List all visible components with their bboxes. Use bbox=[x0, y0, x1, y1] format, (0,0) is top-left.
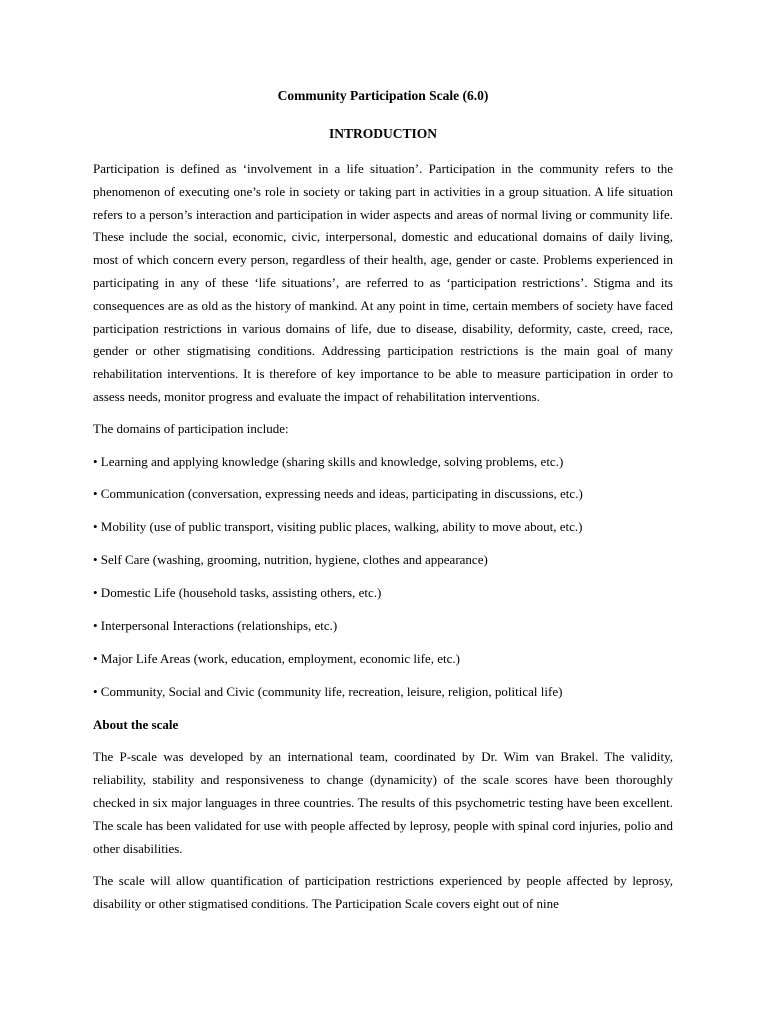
domain-item-community-social-civic: • Community, Social and Civic (community life, recreation, leisure, religion, political life) bbox=[93, 683, 563, 699]
domains-intro: The domains of participation include: bbox=[93, 421, 289, 437]
domain-item-domestic-life: • Domestic Life (household tasks, assisting others, etc.) bbox=[93, 585, 382, 601]
domain-item-major-life-areas: • Major Life Areas (work, education, employment, economic life, etc.) bbox=[93, 650, 460, 666]
domains-list bbox=[93, 451, 673, 704]
domain-item-self-care: • Self Care (washing, grooming, nutrition, hygiene, clothes and appearance) bbox=[93, 552, 488, 568]
section-heading-introduction: INTRODUCTION bbox=[328, 126, 437, 141]
domain-item-learning: • Learning and applying knowledge (sharing skills and knowledge, solving problems, etc.) bbox=[93, 453, 564, 469]
about-paragraph-2: The scale will allow quantification of participation restrictions experienced by people affected by leprosy, disability or other stigmatised conditions. The Participation Scale covers eight out of nine bbox=[93, 872, 673, 911]
intro-paragraph: Participation is defined as ‘involvement in a life situation’. Participation in the community refers to the phenomenon of executing one’s role in society or taking part in activities in a group situation. A life situation refers to a person’s interaction and participation in wider aspects and areas of normal living or community life. These include the social, economic, civic, interpersonal, domestic and educational domains of daily living, most of which concern every person, regardless of their health, age, gender or caste. Problems experienced in participating in any of these ‘life situations’, are referred to as ‘participation restrictions’. Stigma and its consequences are as old as the history of mankind. At any point in time, certain members of society have faced participation restrictions in various domains of life, due to disease, disability, deformity, caste, creed, race, gender or other stigmatising conditions. Addressing participation restrictions is the main goal of many rehabilitation interventions. It is therefore of key importance to be able to measure participation in order to assess needs, monitor progress and evaluate the impact of rehabilitation interventions. bbox=[93, 161, 673, 404]
document-page bbox=[93, 86, 673, 925]
document-title: Community Participation Scale (6.0) bbox=[277, 88, 489, 103]
about-paragraph-1: The P-scale was developed by an international team, coordinated by Dr. Wim van Brakel. The validity, reliability, stability and responsiveness to change (dynamicity) of the scale scores have been thoroughly checked in six major languages in three countries. The results of this psychometric testing have been excellent. The scale has been validated for use with people affected by leprosy, people with spinal cord injuries, polio and other disabilities. bbox=[93, 749, 673, 856]
about-heading: About the scale bbox=[93, 716, 179, 732]
domain-item-interpersonal: • Interpersonal Interactions (relationships, etc.) bbox=[93, 618, 338, 634]
domain-item-mobility: • Mobility (use of public transport, visiting public places, walking, ability to move about, etc.) bbox=[93, 519, 583, 535]
domain-item-communication: • Communication (conversation, expressing needs and ideas, participating in discussions, etc.) bbox=[93, 486, 583, 502]
